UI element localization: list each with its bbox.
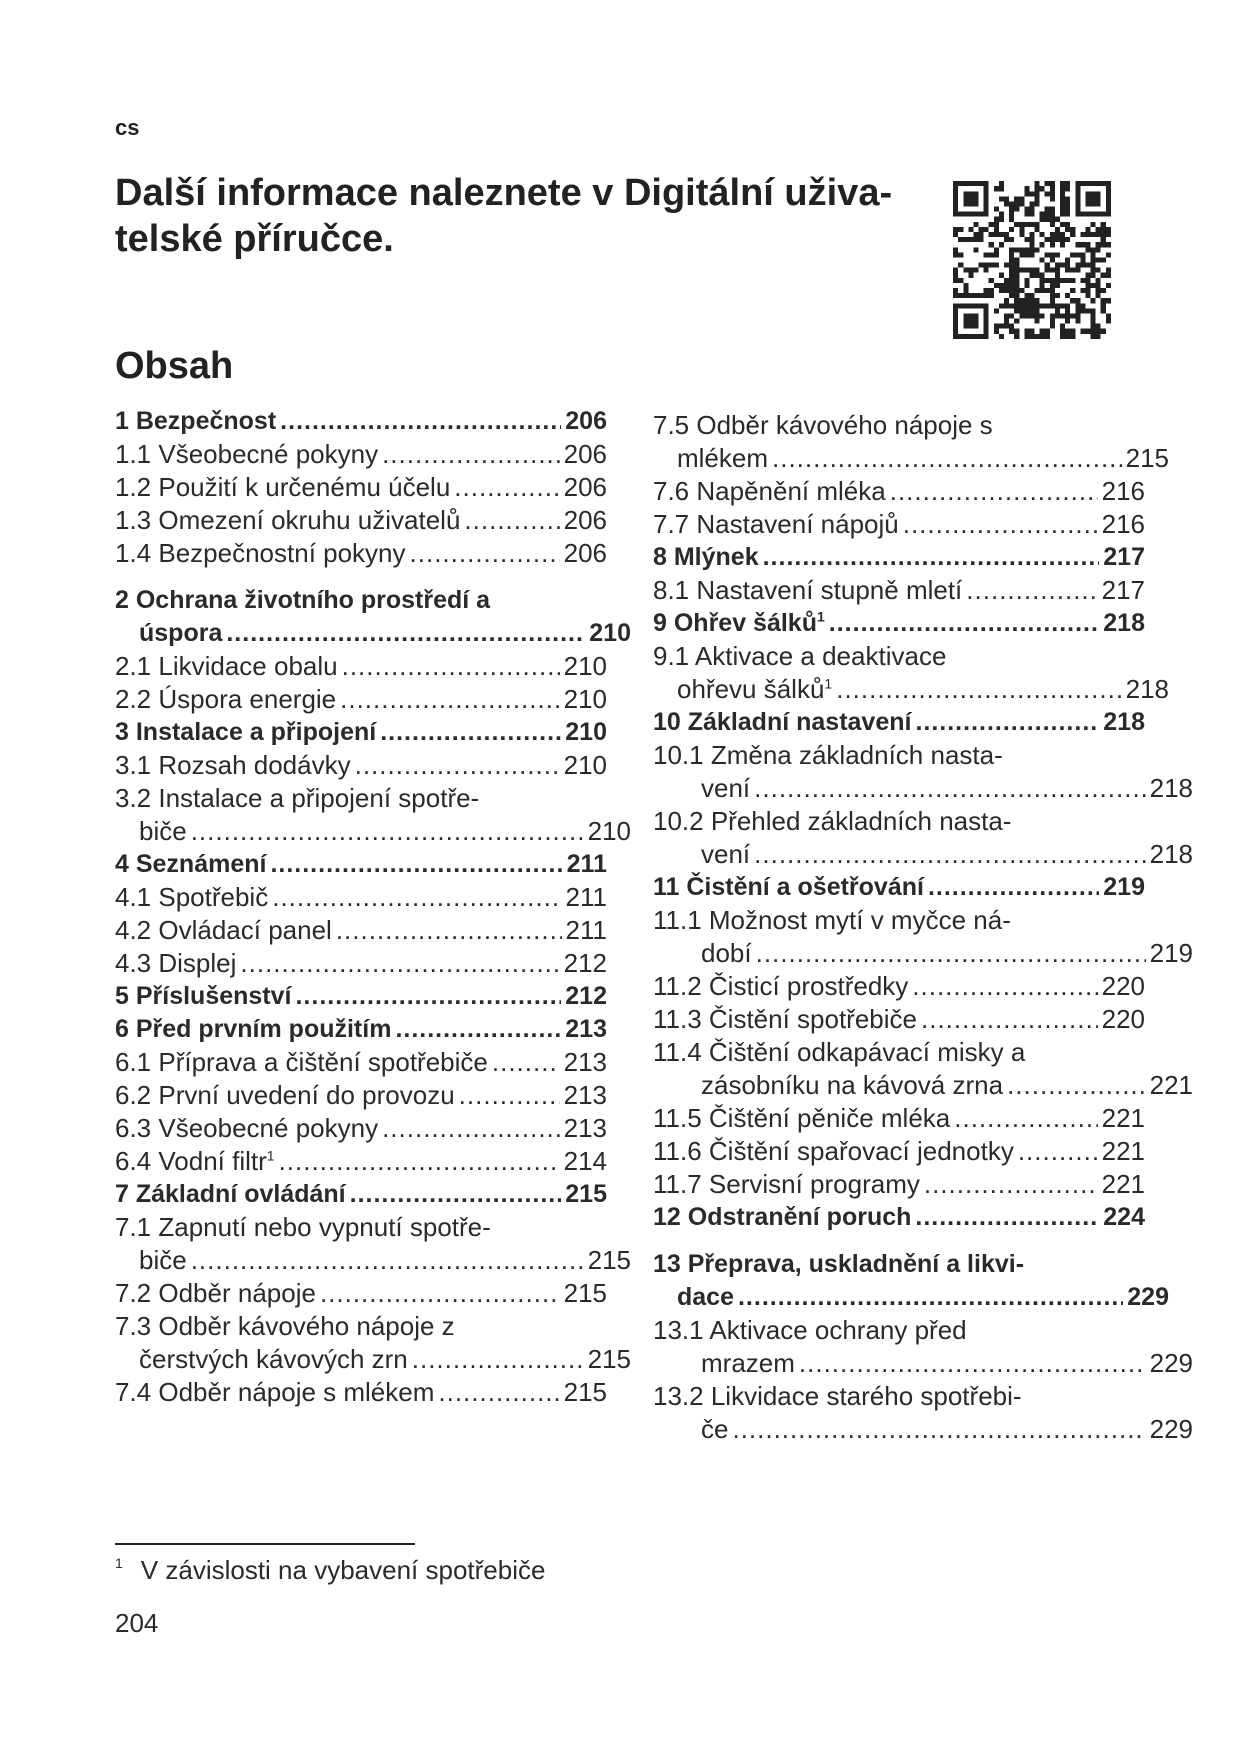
footnote-text: V závislosti na vybavení spotřebiče: [140, 1555, 546, 1585]
toc-entry-page: 220: [1101, 971, 1145, 1001]
toc-entry-page: 216: [1101, 509, 1145, 539]
toc-entry-page: 218: [1103, 708, 1145, 736]
dot-leader: [836, 673, 1121, 706]
toc-entry-label: 4.1 Spotřebič: [115, 882, 269, 912]
toc-entry-label: biče: [139, 816, 187, 846]
toc-entry-label: 7.7 Nastavení nápojů: [653, 509, 899, 539]
toc-entry-label-line: 13 Přeprava, uskladnění a likvi-: [653, 1250, 1025, 1278]
toc-entry-label: 1.4 Bezpečnostní pokyny: [115, 538, 406, 568]
toc-entry[interactable]: [115, 438, 607, 471]
toc-entry-label: 6 Před prvním použitím: [115, 1015, 392, 1043]
footnote-reference: 1: [824, 675, 833, 692]
toc-entry[interactable]: [115, 914, 607, 947]
dot-leader: [763, 541, 1100, 574]
toc-entry-label: 1 Bezpečnost: [115, 407, 277, 435]
dot-leader: [336, 914, 562, 947]
dot-leader: [438, 1376, 559, 1409]
toc-entry[interactable]: [115, 504, 607, 537]
toc-entry-label-line: 10.1 Změna základních nasta-: [653, 740, 1003, 770]
toc-entry[interactable]: [115, 1310, 631, 1376]
dot-leader: [829, 607, 1100, 640]
toc-entry[interactable]: [115, 848, 607, 881]
toc-entry-page: 219: [1103, 873, 1145, 901]
toc-entry-label: 3.1 Rozsah dodávky: [115, 750, 351, 780]
toc-entry[interactable]: [653, 1380, 1193, 1446]
toc-entry-label-line: 2 Ochrana životního prostředí a: [115, 586, 491, 614]
toc-entry-page: 213: [563, 1080, 607, 1110]
toc-entry-label: čerstvých kávových zrn: [139, 1344, 408, 1374]
toc-entry[interactable]: [653, 508, 1145, 541]
dot-leader: [412, 1343, 584, 1376]
toc-entry-label: 6.3 Všeobecné pokyny: [115, 1113, 379, 1143]
toc-column-left: [115, 405, 631, 1409]
toc-entry-label: 11.7 Servisní programy: [653, 1169, 920, 1199]
toc-entry-page: 206: [563, 439, 607, 469]
toc-entry[interactable]: [653, 607, 1145, 640]
toc-entry[interactable]: [653, 1168, 1145, 1201]
toc-entry[interactable]: [115, 1145, 607, 1178]
toc-entry[interactable]: [115, 405, 607, 438]
footnote-reference: 1: [816, 608, 825, 625]
toc-entry-page: 224: [1103, 1203, 1145, 1231]
toc-entry[interactable]: [115, 1376, 607, 1409]
dot-leader: [754, 838, 1145, 871]
dot-leader: [903, 508, 1098, 541]
toc-entry-label: 3 Instalace a připojení: [115, 718, 377, 746]
toc-entry-label: 12 Odstranění poruch: [653, 1203, 912, 1231]
toc-entry[interactable]: [115, 716, 607, 749]
dot-leader: [295, 980, 561, 1013]
digital-manual-heading: [115, 170, 935, 262]
toc-entry[interactable]: [115, 1046, 607, 1079]
toc-entry[interactable]: [115, 1013, 607, 1046]
dot-leader: [395, 1013, 561, 1046]
toc-entry[interactable]: [653, 739, 1193, 805]
toc-entry[interactable]: [653, 541, 1145, 574]
dot-leader: [738, 1281, 1123, 1314]
toc-entry-label: 1.3 Omezení okruhu uživatelů: [115, 505, 461, 535]
toc-entry-page: 210: [587, 816, 631, 846]
toc-entry-label-line: 3.2 Instalace a připojení spotře-: [115, 783, 480, 813]
toc-entry-page: 211: [565, 915, 607, 945]
toc-entry-label: 7.2 Odběr nápoje: [115, 1278, 316, 1308]
toc-entry-label: dobí: [701, 938, 752, 968]
toc-entry[interactable]: [115, 1277, 607, 1310]
toc-entry-label: 4 Seznámení: [115, 850, 267, 878]
toc-entry[interactable]: [653, 1036, 1193, 1102]
toc-entry-label-line: 11.1 Možnost mytí v myčce ná-: [653, 905, 1011, 935]
toc-column-right: [653, 409, 1193, 1446]
toc-entry-label: 2.1 Likvidace obalu: [115, 651, 338, 681]
dot-leader: [280, 405, 561, 438]
toc-entry-page: 206: [563, 538, 607, 568]
toc-entry[interactable]: [653, 1003, 1145, 1036]
toc-entry-label: 8 Mlýnek: [653, 543, 759, 571]
toc-entry-page: 210: [563, 750, 607, 780]
toc-entry-page: 210: [563, 651, 607, 681]
toc-entry[interactable]: [115, 1112, 607, 1145]
dot-leader: [191, 1244, 584, 1277]
toc-entry-page: 229: [1127, 1283, 1169, 1311]
dot-leader: [272, 881, 561, 914]
toc-entry-page: 218: [1125, 674, 1169, 704]
toc-entry[interactable]: [653, 409, 1169, 475]
footnote-number: 1: [115, 1555, 123, 1571]
toc-entry-page: 215: [1125, 443, 1169, 473]
dot-leader: [966, 574, 1097, 607]
toc-entry-page: 215: [587, 1344, 631, 1374]
toc-entry[interactable]: [653, 706, 1145, 739]
page-number: 204: [115, 1608, 159, 1638]
toc-entry-page: 215: [587, 1245, 631, 1275]
toc-entry-page: 215: [563, 1377, 607, 1407]
toc-entry-label: če: [701, 1414, 729, 1444]
heading-line-1: Další informace naleznete v Digitální uživa-: [115, 172, 893, 214]
dot-leader: [382, 1112, 560, 1145]
toc-entry-label: 1.1 Všeobecné pokyny: [115, 439, 379, 469]
toc-entry-page: 214: [563, 1146, 607, 1176]
toc-entry-page: 212: [565, 982, 607, 1010]
dot-leader: [890, 475, 1098, 508]
dot-leader: [1018, 1135, 1098, 1168]
dot-leader: [340, 683, 559, 716]
dot-leader: [924, 1168, 1098, 1201]
toc-entry-page: 211: [565, 882, 607, 912]
toc-entry-label: dace: [677, 1283, 734, 1311]
footnote-reference: 1: [266, 1147, 275, 1164]
toc-entry[interactable]: [653, 805, 1193, 871]
toc-entry-page: 221: [1101, 1169, 1145, 1199]
toc-entry-label: 2.2 Úspora energie: [115, 684, 337, 714]
dot-leader: [410, 537, 560, 570]
toc-entry-label: 7.4 Odběr nápoje s mlékem: [115, 1377, 435, 1407]
dot-leader: [270, 848, 562, 881]
toc-entry-label: 9 Ohřev šálků$^1$: [653, 608, 825, 637]
toc-entry-label-line: 13.1 Aktivace ochrany před: [653, 1315, 967, 1345]
toc-entry[interactable]: [115, 650, 607, 683]
toc-entry[interactable]: [115, 1178, 607, 1211]
toc-entry-page: 215: [563, 1278, 607, 1308]
toc-entry-label-line: 13.2 Likvidace starého spotřebi-: [653, 1381, 1022, 1411]
toc-entry-page: 213: [563, 1113, 607, 1143]
toc-entry[interactable]: [115, 881, 607, 914]
dot-leader: [799, 1347, 1146, 1380]
toc-entry-page: 218: [1149, 839, 1193, 869]
toc-entry-page: 213: [565, 1015, 607, 1043]
toc-entry-label: zásobníku na kávová zrna: [701, 1070, 1004, 1100]
toc-entry-label: 4.2 Ovládací panel: [115, 915, 332, 945]
toc-entry-label-line: 7.1 Zapnutí nebo vypnutí spotře-: [115, 1212, 491, 1242]
heading-line-2: telské příručce.: [115, 218, 394, 260]
toc-entry-page: 213: [563, 1047, 607, 1077]
toc-entry-page: 210: [589, 619, 631, 647]
toc-entry-label: mrazem: [701, 1348, 795, 1378]
toc-entry-label: 6.4 Vodní filtr$^1$: [115, 1146, 275, 1176]
dot-leader: [320, 1277, 560, 1310]
dot-leader: [226, 617, 585, 650]
toc-entry-label: mlékem: [677, 443, 769, 473]
toc-entry-label-line: 10.2 Přehled základních nasta-: [653, 806, 1012, 836]
toc-entry-page: 210: [565, 718, 607, 746]
toc-entry-label-line: 7.5 Odběr kávového nápoje s: [653, 410, 993, 440]
dot-leader: [464, 504, 559, 537]
toc-entry-label-line: 7.3 Odběr kávového nápoje z: [115, 1311, 455, 1341]
toc-entry-label: 11.2 Čisticí prostředky: [653, 971, 909, 1001]
toc-entry[interactable]: [653, 640, 1169, 706]
dot-leader: [279, 1145, 560, 1178]
toc-entry-page: 215: [565, 1180, 607, 1208]
toc-entry[interactable]: [115, 1079, 607, 1112]
toc-entry-page: 212: [563, 948, 607, 978]
toc-entry-label: 11.6 Čištění spařovací jednotky: [653, 1136, 1014, 1166]
toc-entry-label: 6.1 Příprava a čištění spotřebiče: [115, 1047, 488, 1077]
toc-entry[interactable]: [115, 980, 607, 1013]
dot-leader: [732, 1413, 1145, 1446]
toc-entry-page: 216: [1101, 476, 1145, 506]
toc-entry[interactable]: [653, 1135, 1145, 1168]
dot-leader: [454, 471, 559, 504]
toc-entry-label: 8.1 Nastavení stupně mletí: [653, 575, 963, 605]
toc-entry-page: 210: [563, 684, 607, 714]
toc-entry[interactable]: [115, 537, 607, 570]
toc-entry-label: biče: [139, 1245, 187, 1275]
toc-entry-label: vení: [701, 773, 751, 803]
dot-leader: [1007, 1069, 1146, 1102]
toc-entry-page: 219: [1149, 938, 1193, 968]
toc-entry-label: úspora: [139, 619, 223, 647]
toc-entry-page: 221: [1101, 1103, 1145, 1133]
dot-leader: [459, 1079, 560, 1112]
toc-entry[interactable]: [653, 1102, 1145, 1135]
toc-entry[interactable]: [653, 1248, 1169, 1314]
toc-entry-label: 11 Čistění a ošetřování: [653, 873, 924, 901]
toc-entry[interactable]: [115, 947, 607, 980]
toc-entry-page: 221: [1149, 1070, 1193, 1100]
toc-entry[interactable]: [115, 584, 631, 650]
toc-entry-page: 218: [1149, 773, 1193, 803]
toc-entry-label: 7.6 Napěnění mléka: [653, 476, 886, 506]
toc-entry-page: 206: [563, 472, 607, 502]
toc-entry-page: 206: [565, 407, 607, 435]
toc-entry-page: 221: [1101, 1136, 1145, 1166]
footnote: [115, 1555, 545, 1586]
toc-entry[interactable]: [653, 475, 1145, 508]
dot-leader: [191, 815, 584, 848]
dot-leader: [350, 1178, 562, 1211]
toc-entry-label: 7 Základní ovládání: [115, 1180, 346, 1208]
qr-code-icon[interactable]: [948, 176, 1116, 344]
toc-entry[interactable]: [115, 683, 607, 716]
dot-leader: [915, 706, 1099, 739]
dot-leader: [954, 1102, 1097, 1135]
toc-entry-page: 220: [1101, 1004, 1145, 1034]
toc-entry-label: ohřevu šálků$^1$: [677, 674, 833, 704]
toc-entry-label: 6.2 První uvedení do provozu: [115, 1080, 455, 1110]
toc-entry-page: 218: [1103, 609, 1145, 637]
dot-leader: [915, 1201, 1099, 1234]
toc-entry[interactable]: [115, 471, 607, 504]
toc-entry-page: 211: [566, 850, 607, 878]
toc-entry[interactable]: [115, 782, 631, 848]
toc-entry[interactable]: [653, 904, 1193, 970]
toc-entry-label: 10 Základní nastavení: [653, 708, 912, 736]
dot-leader: [380, 716, 561, 749]
toc-entry-page: 229: [1149, 1414, 1193, 1444]
toc-entry[interactable]: [653, 1201, 1145, 1234]
toc-entry-label: 4.3 Displej: [115, 948, 237, 978]
toc-entry-label: 1.2 Použití k určenému účelu: [115, 472, 451, 502]
dot-leader: [382, 438, 560, 471]
footnote-divider: [115, 1543, 415, 1545]
toc-entry-label: 11.5 Čištění pěniče mléka: [653, 1103, 951, 1133]
toc-entry-label-line: 9.1 Aktivace a deaktivace: [653, 641, 947, 671]
toc-entry-label-line: 11.4 Čištění odkapávací misky a: [653, 1037, 1026, 1067]
toc-entry-page: 229: [1149, 1348, 1193, 1378]
toc-entry-label: 5 Příslušenství: [115, 982, 292, 1010]
dot-leader: [928, 871, 1099, 904]
toc-entry-label: 11.3 Čistění spotřebiče: [653, 1004, 917, 1034]
dot-leader: [754, 772, 1145, 805]
dot-leader: [355, 749, 560, 782]
dot-leader: [756, 937, 1146, 970]
dot-leader: [342, 650, 560, 683]
toc-entry-page: 217: [1103, 543, 1145, 571]
toc-entry[interactable]: [653, 574, 1145, 607]
toc-entry[interactable]: [653, 970, 1145, 1003]
toc-entry[interactable]: [653, 1314, 1193, 1380]
language-code: cs: [115, 115, 140, 140]
toc-entry-page: 206: [563, 505, 607, 535]
toc-entry[interactable]: [115, 749, 607, 782]
toc-title: Obsah: [115, 345, 234, 387]
toc-entry-page: 217: [1101, 575, 1145, 605]
toc-entry-label: vení: [701, 839, 751, 869]
dot-leader: [240, 947, 559, 980]
toc-entry[interactable]: [115, 1211, 631, 1277]
dot-leader: [921, 1003, 1098, 1036]
dot-leader: [492, 1046, 560, 1079]
toc-entry[interactable]: [653, 871, 1145, 904]
dot-leader: [772, 442, 1122, 475]
dot-leader: [912, 970, 1097, 1003]
